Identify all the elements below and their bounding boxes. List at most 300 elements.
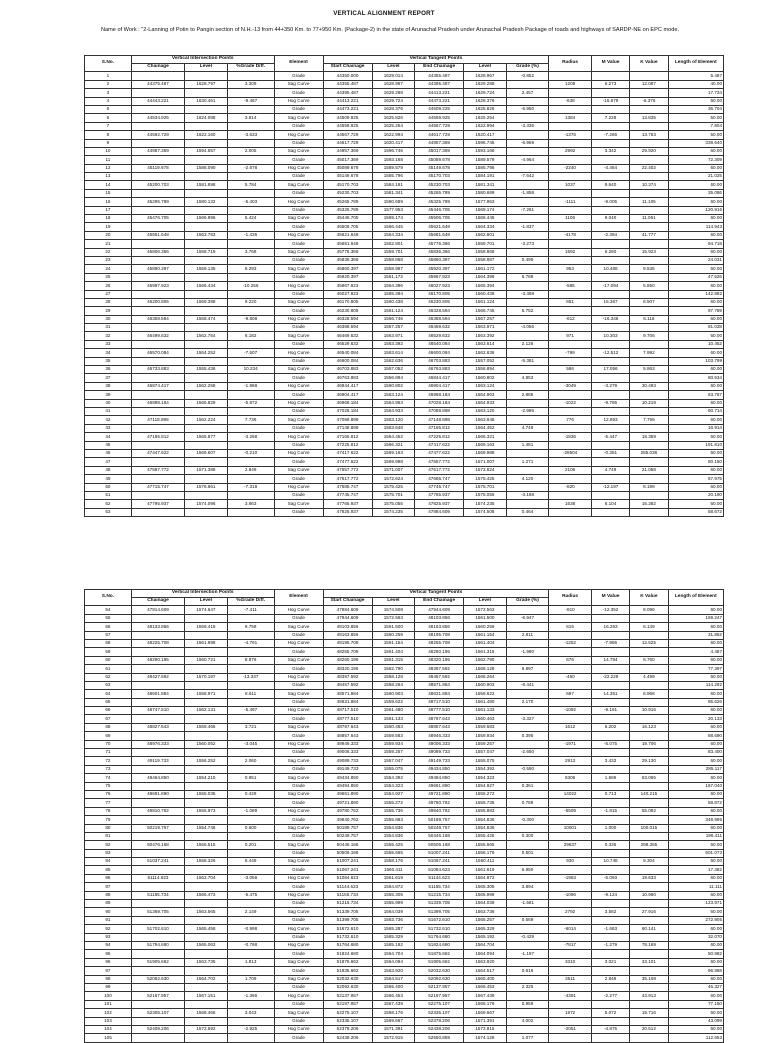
cell-start-chainage: 46170.805	[323, 298, 372, 306]
cell-end-chainage: 48631.884	[415, 690, 464, 698]
cell-start-level: 1554.836	[372, 832, 415, 840]
cell-length: 114.292	[668, 681, 723, 689]
cell-length: 31.852	[668, 631, 723, 639]
cell-m-value	[591, 206, 629, 214]
cell-m-value	[591, 799, 629, 807]
cell-element: Hog Curve	[274, 483, 323, 491]
cell-radius: 697	[549, 690, 592, 698]
cell-grade	[506, 975, 549, 983]
cell-grade-diff: 0.201	[227, 841, 274, 849]
cell-length: 120.916	[668, 206, 723, 214]
cell-start-chainage: 48457.592	[323, 681, 372, 689]
cell-start-level: 1566.445	[372, 223, 415, 231]
cell-length: 63.767	[668, 391, 723, 399]
table-row	[85, 231, 724, 239]
cell-end-level: 1625.826	[464, 105, 507, 113]
cell-radius: 6306	[549, 774, 592, 782]
cell-radius	[549, 983, 592, 991]
cell-length: 16.914	[668, 424, 723, 432]
cell-length: 47.526	[668, 273, 723, 281]
cell-start-chainage: 47884.609	[323, 606, 372, 614]
cell-vip-chainage: 51369.705	[131, 908, 184, 916]
cell-vip-level	[185, 816, 228, 824]
cell-start-chainage: 48163.856	[323, 631, 372, 639]
cell-element: Sag Curve	[274, 298, 323, 306]
cell-m-value	[591, 189, 629, 197]
cell-start-chainage: 46328.594	[323, 315, 372, 323]
cell-vip-chainage	[131, 189, 184, 197]
header-end-chainage: End Chainage	[415, 64, 464, 72]
cell-radius	[549, 408, 592, 416]
cell-radius	[549, 441, 592, 449]
cell-m-value: 3.433	[591, 757, 629, 765]
cell-length: 60.00	[668, 942, 723, 950]
cell-element: Hog Curve	[274, 349, 323, 357]
table-row	[85, 500, 724, 508]
cell-vip-level: 1562.754	[185, 332, 228, 340]
cell-m-value	[591, 648, 629, 656]
cell-end-chainage: 47617.772	[415, 466, 464, 474]
cell-m-value	[591, 122, 629, 130]
cell-k-value: -6.376	[630, 97, 668, 105]
cell-end-level: 1563.920	[464, 958, 507, 966]
cell-vip-level	[185, 307, 228, 315]
cell-sno: 80	[85, 824, 132, 832]
cell-vip-chainage: 47195.812	[131, 433, 184, 441]
cell-vip-level: 1565.063	[185, 942, 228, 950]
cell-vip-level: 1562.224	[185, 416, 228, 424]
cell-k-value: 9.304	[630, 858, 668, 866]
cell-vip-chainage: 47118.898	[131, 416, 184, 424]
cell-grade: -6.947	[506, 614, 549, 622]
cell-length: 60.00	[668, 606, 723, 614]
cell-start-level: 1629.288	[372, 89, 415, 97]
cell-grade	[506, 198, 549, 206]
cell-start-chainage: 49494.850	[323, 782, 372, 790]
cell-end-chainage: 46703.883	[415, 357, 464, 365]
cell-start-chainage: 46529.632	[323, 340, 372, 348]
cell-radius	[549, 648, 592, 656]
cell-length: 60.00	[668, 723, 723, 731]
cell-element: Sag Curve	[274, 466, 323, 474]
cell-end-level: 1572.624	[464, 466, 507, 474]
cell-grade-diff	[227, 324, 274, 332]
cell-vip-chainage	[131, 732, 184, 740]
cell-sno: 98	[85, 975, 132, 983]
cell-vip-level: 1568.466	[185, 1009, 228, 1017]
cell-grade-diff: -0.768	[227, 942, 274, 950]
cell-grade-diff	[227, 765, 274, 773]
cell-vip-level: 1630.461	[185, 97, 228, 105]
cell-element: Grade	[274, 307, 323, 315]
cell-k-value	[630, 424, 668, 432]
cell-k-value	[630, 900, 668, 908]
cell-sno: 73	[85, 765, 132, 773]
cell-sno: 61	[85, 665, 132, 673]
cell-start-level: 1561.315	[372, 656, 415, 664]
cell-m-value: 12.893	[591, 416, 629, 424]
cell-start-chainage: 48255.708	[323, 648, 372, 656]
cell-grade-diff: -3.045	[227, 740, 274, 748]
cell-sno: 56	[85, 623, 132, 631]
cell-start-chainage: 52335.107	[323, 1017, 372, 1025]
cell-length: 83.400	[668, 749, 723, 757]
table-row	[85, 449, 724, 457]
cell-vip-level: 1588.090	[185, 164, 228, 172]
cell-start-chainage: 45446.705	[323, 215, 372, 223]
cell-element: Grade	[274, 391, 323, 399]
cell-k-value	[630, 223, 668, 231]
cell-grade-diff	[227, 816, 274, 824]
cell-radius	[549, 698, 592, 706]
header-length: Length of Element	[668, 590, 723, 606]
cell-k-value	[630, 883, 668, 891]
cell-grade-diff	[227, 883, 274, 891]
cell-end-level: 1568.176	[464, 1000, 507, 1008]
cell-start-level: 1558.987	[372, 265, 415, 273]
cell-start-chainage: 48571.884	[323, 690, 372, 698]
cell-length: 501.073	[668, 849, 723, 857]
cell-grade: 4.120	[506, 475, 549, 483]
cell-vip-chainage	[131, 950, 184, 958]
cell-m-value	[591, 933, 629, 941]
cell-element: Sag Curve	[274, 265, 323, 273]
cell-grade: 3.894	[506, 883, 549, 891]
cell-grade-diff	[227, 732, 274, 740]
cell-vip-level: 1567.151	[185, 992, 228, 1000]
cell-end-chainage: 46328.594	[415, 307, 464, 315]
cell-sno: 10	[85, 147, 132, 155]
cell-start-chainage: 46027.923	[323, 290, 372, 298]
cell-element: Hog Curve	[274, 673, 323, 681]
cell-end-chainage: 52032.630	[415, 967, 464, 975]
cell-start-level: 1561.619	[372, 874, 415, 882]
cell-grade: -3.468	[506, 290, 549, 298]
cell-start-chainage: 44567.729	[323, 131, 372, 139]
cell-grade-diff: 3.309	[227, 80, 274, 88]
cell-grade: 0.300	[506, 832, 549, 840]
cell-m-value	[591, 424, 629, 432]
cell-vip-chainage	[131, 648, 184, 656]
cell-radius: 29837	[549, 841, 592, 849]
cell-radius: -28504	[549, 449, 592, 457]
cell-start-level: 1620.417	[372, 139, 415, 147]
cell-start-chainage: 51084.623	[323, 874, 372, 882]
cell-grade-diff: 3.663	[227, 500, 274, 508]
cell-end-level: 1563.736	[464, 908, 507, 916]
cell-length: 36.704	[668, 105, 723, 113]
cell-vip-level	[185, 849, 228, 857]
cell-start-chainage: 51144.623	[323, 883, 372, 891]
cell-grade-diff: 8.611	[227, 690, 274, 698]
cell-m-value	[591, 290, 629, 298]
cell-start-chainage: 49089.733	[323, 757, 372, 765]
cell-grade-diff: 0.951	[227, 774, 274, 782]
cell-k-value: 11.105	[630, 198, 668, 206]
cell-vip-chainage	[131, 1034, 184, 1042]
table-row	[85, 198, 724, 206]
cell-start-level: 1564.094	[372, 958, 415, 966]
cell-m-value	[591, 240, 629, 248]
table-row	[85, 1025, 724, 1033]
cell-start-level: 1565.192	[372, 942, 415, 950]
cell-end-level: 1554.392	[464, 765, 507, 773]
cell-radius	[549, 782, 592, 790]
cell-grade-diff: 0.428	[227, 790, 274, 798]
cell-element: Hog Curve	[274, 942, 323, 950]
cell-m-value: 10.303	[591, 332, 629, 340]
cell-radius	[549, 122, 592, 130]
cell-end-chainage: 45089.678	[415, 156, 464, 164]
cell-radius	[549, 967, 592, 975]
cell-grade	[506, 332, 549, 340]
cell-grade: 0.569	[506, 916, 549, 924]
cell-start-level: 1566.321	[372, 441, 415, 449]
cell-end-level: 1566.453	[464, 983, 507, 991]
cell-end-chainage: 45776.366	[415, 240, 464, 248]
cell-start-chainage: 51875.662	[323, 958, 372, 966]
cell-end-chainage: 51155.734	[415, 883, 464, 891]
cell-grade	[506, 483, 549, 491]
cell-grade	[506, 774, 549, 782]
cell-grade-diff: -2.925	[227, 1025, 274, 1033]
cell-end-chainage: 45506.705	[415, 215, 464, 223]
cell-element: Hog Curve	[274, 874, 323, 882]
cell-m-value	[591, 967, 629, 975]
cell-length: 80.534	[668, 374, 723, 382]
cell-k-value: 6.149	[630, 623, 668, 631]
cell-vip-level: 1594.657	[185, 147, 228, 155]
cell-sno: 49	[85, 475, 132, 483]
cell-grade-diff	[227, 648, 274, 656]
cell-grade	[506, 500, 549, 508]
cell-start-level: 1563.392	[372, 340, 415, 348]
cell-vip-level	[185, 273, 228, 281]
cell-element: Sag Curve	[274, 690, 323, 698]
cell-vip-level: 1568.474	[185, 315, 228, 323]
cell-grade-diff: 2.060	[227, 757, 274, 765]
cell-m-value: -9.786	[591, 399, 629, 407]
cell-vip-level: 1580.132	[185, 198, 228, 206]
cell-end-level: 1564.452	[464, 424, 507, 432]
cell-start-chainage: 51672.610	[323, 925, 372, 933]
cell-grade	[506, 841, 549, 849]
cell-k-value	[630, 715, 668, 723]
cell-m-value	[591, 441, 629, 449]
cell-length: 5.487	[668, 72, 723, 80]
cell-end-chainage: 51084.623	[415, 866, 464, 874]
cell-end-level: 1572.563	[464, 606, 507, 614]
cell-m-value: 10.488	[591, 265, 629, 273]
cell-grade	[506, 807, 549, 815]
header-level: Level	[185, 64, 228, 72]
cell-start-chainage: 52092.630	[323, 983, 372, 991]
cell-end-chainage: 48717.510	[415, 698, 464, 706]
table-row	[85, 315, 724, 323]
cell-m-value	[591, 256, 629, 264]
cell-k-value: 140.215	[630, 790, 668, 798]
cell-end-level: 1561.619	[464, 866, 507, 874]
cell-m-value: -7.266	[591, 131, 629, 139]
cell-start-level: 1567.439	[372, 1000, 415, 1008]
table-row	[85, 983, 724, 991]
cell-length: 77.150	[668, 1000, 723, 1008]
cell-grade	[506, 606, 549, 614]
cell-radius	[549, 89, 592, 97]
cell-end-level: 1569.163	[464, 441, 507, 449]
cell-element: Grade	[274, 189, 323, 197]
cell-start-chainage: 45089.678	[323, 164, 372, 172]
cell-end-level: 1561.404	[464, 639, 507, 647]
cell-grade	[506, 416, 549, 424]
cell-length: 88.690	[668, 732, 723, 740]
cell-start-chainage: 47148.898	[323, 424, 372, 432]
cell-start-chainage: 44355.487	[323, 80, 372, 88]
cell-vip-chainage: 49691.890	[131, 790, 184, 798]
table-row	[85, 307, 724, 315]
cell-sno: 102	[85, 1009, 132, 1017]
cell-start-chainage: 45967.923	[323, 282, 372, 290]
cell-k-value: 29.130	[630, 757, 668, 765]
cell-length: 60.00	[668, 774, 723, 782]
cell-start-chainage: 52378.206	[323, 1025, 372, 1033]
cell-vip-chainage	[131, 173, 184, 181]
cell-element: Sag Curve	[274, 757, 323, 765]
cell-length: 60.00	[668, 807, 723, 815]
table-row	[85, 1009, 724, 1017]
cell-element: Grade	[274, 1017, 323, 1025]
cell-start-chainage: 52438.206	[323, 1034, 372, 1042]
cell-end-level: 1564.872	[464, 874, 507, 882]
cell-end-level: 1560.438	[464, 290, 507, 298]
cell-vip-chainage: 46358.594	[131, 315, 184, 323]
table-row	[85, 908, 724, 916]
cell-start-level: 1564.963	[372, 399, 415, 407]
cell-end-level: 1580.689	[464, 189, 507, 197]
cell-m-value	[591, 900, 629, 908]
cell-start-chainage: 51339.705	[323, 908, 372, 916]
cell-sno: 79	[85, 816, 132, 824]
cell-k-value: 16.382	[630, 500, 668, 508]
table-row	[85, 382, 724, 390]
cell-grade-diff	[227, 357, 274, 365]
cell-element: Grade	[274, 223, 323, 231]
cell-length: 60.00	[668, 841, 723, 849]
cell-sno: 64	[85, 690, 132, 698]
cell-end-chainage: 44559.925	[415, 114, 464, 122]
cell-vip-level	[185, 732, 228, 740]
table-row	[85, 290, 724, 298]
cell-element: Sag Curve	[274, 366, 323, 374]
cell-start-chainage: 48777.510	[323, 715, 372, 723]
table-row	[85, 215, 724, 223]
cell-radius	[549, 391, 592, 399]
cell-length: 58.872	[668, 799, 723, 807]
cell-radius: 2992	[549, 147, 592, 155]
cell-vip-level	[185, 122, 228, 130]
cell-element: Grade	[274, 324, 323, 332]
cell-element: Grade	[274, 340, 323, 348]
cell-grade-diff: 3.768	[227, 248, 274, 256]
cell-vip-level: 1555.035	[185, 790, 228, 798]
cell-start-chainage: 45920.397	[323, 273, 372, 281]
cell-vip-chainage: 47914.609	[131, 606, 184, 614]
cell-k-value	[630, 173, 668, 181]
cell-k-value	[630, 866, 668, 874]
cell-vip-chainage: 46874.417	[131, 382, 184, 390]
cell-grade	[506, 908, 549, 916]
cell-length: 60.00	[668, 164, 723, 172]
cell-vip-level	[185, 782, 228, 790]
cell-k-value: 10.374	[630, 181, 668, 189]
cell-m-value: -0.351	[591, 449, 629, 457]
cell-radius: -1111	[549, 198, 592, 206]
cell-grade: -6.950	[506, 105, 549, 113]
cell-end-chainage: 52275.107	[415, 1000, 464, 1008]
cell-length: 60.00	[668, 925, 723, 933]
cell-end-chainage: 44567.729	[415, 122, 464, 130]
cell-start-level: 1557.052	[372, 366, 415, 374]
cell-grade	[506, 80, 549, 88]
cell-sno: 96	[85, 958, 132, 966]
cell-vip-level: 1563.565	[185, 908, 228, 916]
cell-end-chainage: 45621.648	[415, 223, 464, 231]
header-k-value: K Value	[630, 56, 668, 72]
cell-start-level: 1556.894	[372, 374, 415, 382]
cell-m-value: 5.072	[591, 1009, 629, 1017]
cell-end-level: 1563.971	[464, 324, 507, 332]
cell-end-chainage: 52335.107	[415, 1009, 464, 1017]
cell-end-level: 1564.334	[464, 223, 507, 231]
cell-grade-diff	[227, 340, 274, 348]
cell-k-value: 7.756	[630, 416, 668, 424]
cell-start-chainage: 51067.241	[323, 866, 372, 874]
header-length: Length of Element	[668, 56, 723, 72]
cell-sno: 101	[85, 1000, 132, 1008]
cell-sno: 9	[85, 139, 132, 147]
cell-grade-diff: -5.475	[227, 891, 274, 899]
cell-element: Grade	[274, 240, 323, 248]
cell-start-level: 1563.614	[372, 349, 415, 357]
cell-length: 60.00	[668, 399, 723, 407]
cell-end-chainage: 48946.333	[415, 732, 464, 740]
cell-sno: 104	[85, 1025, 132, 1033]
cell-end-chainage: 46968.184	[415, 391, 464, 399]
cell-element: Grade	[274, 665, 323, 673]
table-row	[85, 433, 724, 441]
cell-start-chainage: 50446.168	[323, 841, 372, 849]
cell-vip-chainage: 52167.957	[131, 992, 184, 1000]
cell-m-value: -12.512	[591, 349, 629, 357]
cell-element: Grade	[274, 916, 323, 924]
cell-element: Hog Curve	[274, 639, 323, 647]
cell-start-level: 1625.254	[372, 122, 415, 130]
cell-sno: 14	[85, 181, 132, 189]
cell-end-chainage: 45170.703	[415, 173, 464, 181]
cell-radius: -2051	[549, 1025, 592, 1033]
cell-m-value	[591, 1017, 629, 1025]
cell-element: Sag Curve	[274, 114, 323, 122]
cell-end-level: 1557.047	[464, 749, 507, 757]
cell-vip-level	[185, 1000, 228, 1008]
cell-radius: -1022	[549, 399, 592, 407]
cell-grade: -3.273	[506, 240, 549, 248]
cell-start-chainage: 44413.221	[323, 97, 372, 105]
cell-start-level: 1593.168	[372, 156, 415, 164]
cell-start-level: 1557.047	[372, 757, 415, 765]
cell-vip-level: 1562.131	[185, 707, 228, 715]
cell-radius	[549, 189, 592, 197]
